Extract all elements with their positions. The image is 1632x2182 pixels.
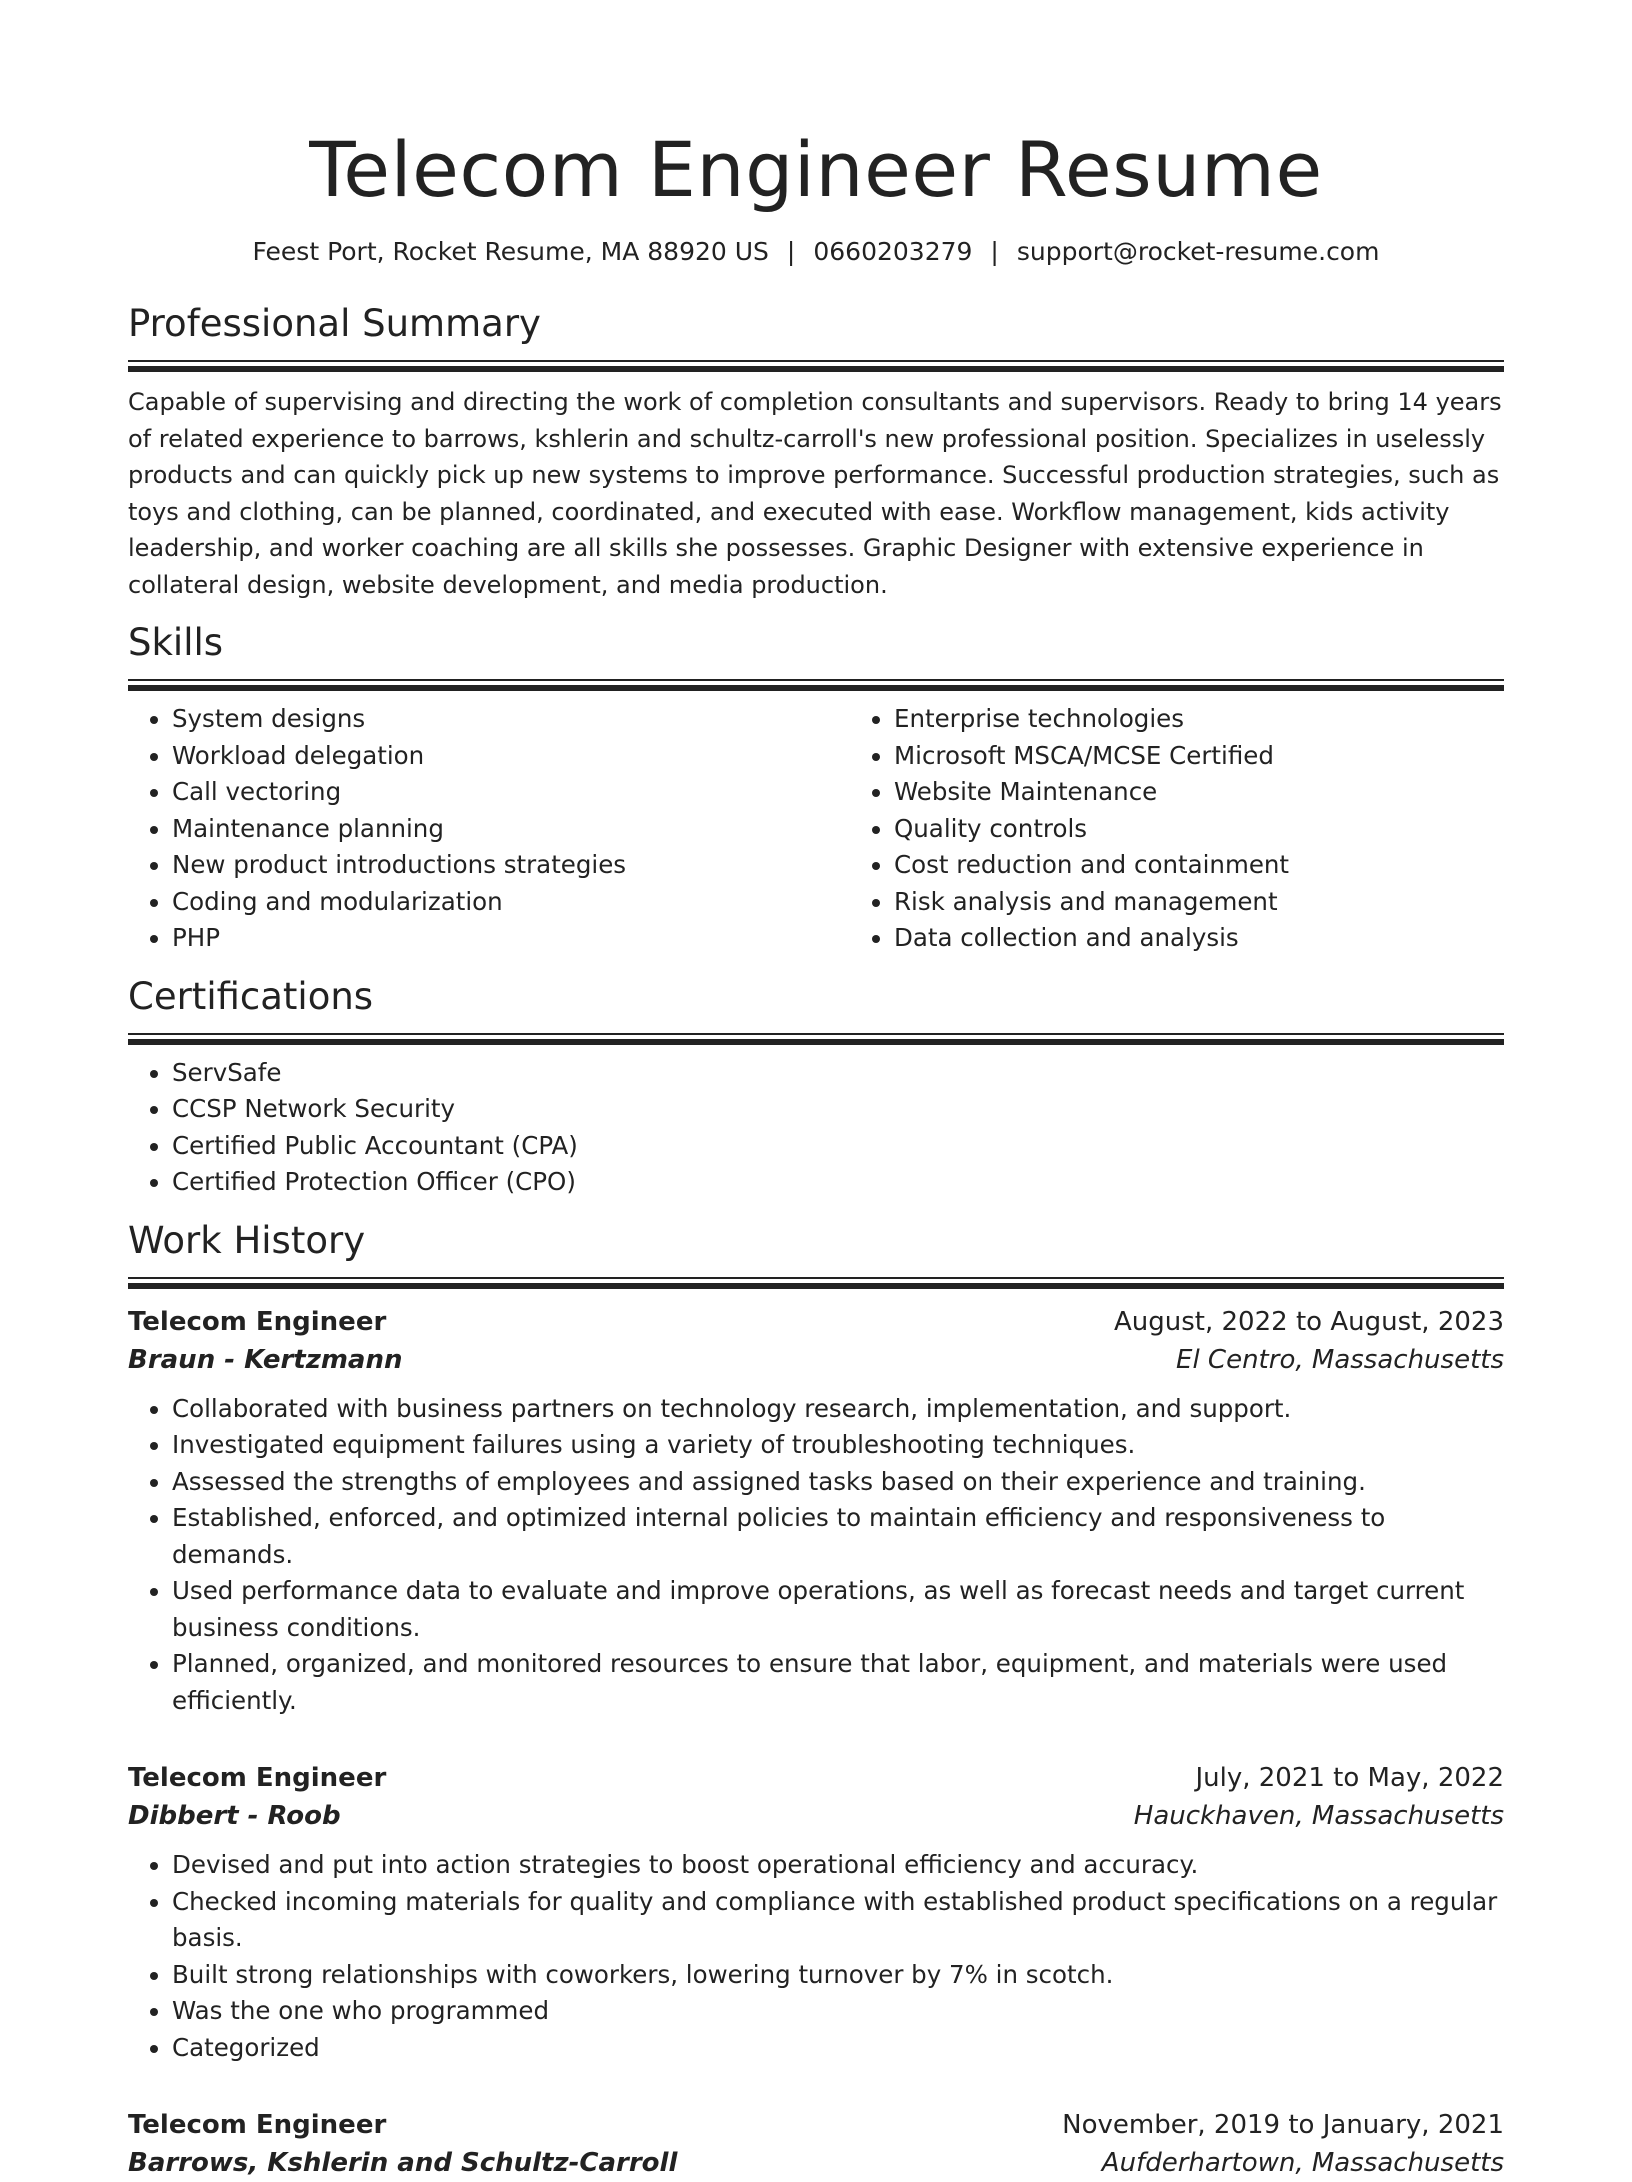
skill-item: • Enterprise technologies [894, 701, 1504, 738]
section-heading-summary: Professional Summary [128, 300, 1504, 348]
job-title: Telecom Engineer [128, 2106, 386, 2144]
job-company-row [128, 1341, 1504, 1379]
job-company: Barrows, Kshlerin and Schultz-Carroll [128, 2144, 677, 2182]
job-company-row [128, 1797, 1504, 1835]
job-entry [128, 1759, 1504, 2066]
contact-address: Feest Port, Rocket Resume, MA 88920 US [253, 237, 769, 266]
certification-item: • Certified Protection Officer (CPO) [172, 1164, 1504, 1201]
job-header-row [128, 1303, 1504, 1341]
job-location: Hauckhaven, Massachusetts [1134, 1797, 1504, 1835]
skill-item: • Maintenance planning [172, 811, 850, 848]
skill-item: • Risk analysis and management [894, 884, 1504, 921]
skill-item: • Cost reduction and containment [894, 847, 1504, 884]
job-duty-item: • Collaborated with business partners on technology research, implementation, and support. [172, 1391, 1504, 1428]
certification-item: • ServSafe [172, 1055, 1504, 1092]
certification-item: • CCSP Network Security [172, 1091, 1504, 1128]
job-dates: November, 2019 to January, 2021 [1062, 2106, 1504, 2144]
job-dates: August, 2022 to August, 2023 [1114, 1303, 1504, 1341]
skills-grid [128, 691, 1504, 957]
job-duties-list [128, 1391, 1504, 1720]
contact-line [128, 234, 1504, 270]
skill-item: • Call vectoring [172, 774, 850, 811]
job-duty-item: • Established, enforced, and optimized internal policies to maintain efficiency and responsiveness to demands. [172, 1500, 1504, 1573]
certification-item: • Certified Public Accountant (CPA) [172, 1128, 1504, 1165]
section-heading-certifications: Certifications [128, 973, 1504, 1021]
job-title: Telecom Engineer [128, 1759, 386, 1797]
job-duty-item: • Devised and put into action strategies to boost operational efficiency and accuracy. [172, 1847, 1504, 1884]
section-divider [128, 1277, 1504, 1289]
contact-phone: 0660203279 [813, 237, 972, 266]
resume-page [128, 0, 1504, 2182]
job-company: Dibbert - Roob [128, 1797, 341, 1835]
job-company-row [128, 2144, 1504, 2182]
contact-email: support@rocket-resume.com [1017, 237, 1380, 266]
work-history-section [128, 1217, 1504, 2182]
summary-text: Capable of supervising and directing the work of completion consultants and supervisors. Ready to bring 14 years of related experience to barrows, kshlerin and schultz-carroll's new professional position. Specializes in uselessly products and can quickly pick up new systems to improve performance. Successful production strategies, such as toys and clothing, can be planned, coordinated, and executed with ease. Workflow management, kids activity leadership, and worker coaching are all skills she possesses. Graphic Designer with extensive experience in collateral design, website development, and media production. [128, 384, 1504, 603]
job-entry [128, 2106, 1504, 2182]
section-divider [128, 679, 1504, 691]
skills-section [128, 619, 1504, 957]
job-duty-item: • Built strong relationships with coworkers, lowering turnover by 7% in scotch. [172, 1957, 1504, 1994]
job-location: El Centro, Massachusetts [1176, 1341, 1504, 1379]
job-location: Aufderhartown, Massachusetts [1102, 2144, 1504, 2182]
skill-item: • Website Maintenance [894, 774, 1504, 811]
certifications-section [128, 973, 1504, 1201]
skill-item: • New product introductions strategies [172, 847, 850, 884]
section-divider [128, 360, 1504, 372]
job-duties-list [128, 1847, 1504, 2066]
skill-item: • System designs [172, 701, 850, 738]
skill-item: • Coding and modularization [172, 884, 850, 921]
summary-section [128, 300, 1504, 603]
skill-item: • Data collection and analysis [894, 920, 1504, 957]
job-duty-item: • Was the one who programmed [172, 1993, 1504, 2030]
certifications-list [128, 1055, 1504, 1201]
contact-separator: | [972, 237, 1016, 266]
section-divider [128, 1033, 1504, 1045]
job-duty-item: • Planned, organized, and monitored resources to ensure that labor, equipment, and materials were used efficiently. [172, 1646, 1504, 1719]
job-entry [128, 1303, 1504, 1720]
skill-item: • Workload delegation [172, 738, 850, 775]
skill-item: • Quality controls [894, 811, 1504, 848]
section-heading-work-history: Work History [128, 1217, 1504, 1265]
resume-title: Telecom Engineer Resume [128, 120, 1504, 220]
job-duty-item: • Investigated equipment failures using a variety of troubleshooting techniques. [172, 1427, 1504, 1464]
skill-item: • PHP [172, 920, 850, 957]
job-header-row [128, 1759, 1504, 1797]
job-title: Telecom Engineer [128, 1303, 386, 1341]
job-duty-item: • Categorized [172, 2030, 1504, 2067]
skills-list-right [850, 701, 1504, 957]
job-duty-item: • Used performance data to evaluate and improve operations, as well as forecast needs and target current business conditions. [172, 1573, 1504, 1646]
contact-separator: | [769, 237, 813, 266]
job-dates: July, 2021 to May, 2022 [1195, 1759, 1504, 1797]
section-heading-skills: Skills [128, 619, 1504, 667]
job-duty-item: • Checked incoming materials for quality and compliance with established product specifications on a regular basis. [172, 1884, 1504, 1957]
skill-item: • Microsoft MSCA/MCSE Certified [894, 738, 1504, 775]
job-duty-item: • Assessed the strengths of employees and assigned tasks based on their experience and training. [172, 1464, 1504, 1501]
job-company: Braun - Kertzmann [128, 1341, 403, 1379]
skills-list-left [128, 701, 850, 957]
